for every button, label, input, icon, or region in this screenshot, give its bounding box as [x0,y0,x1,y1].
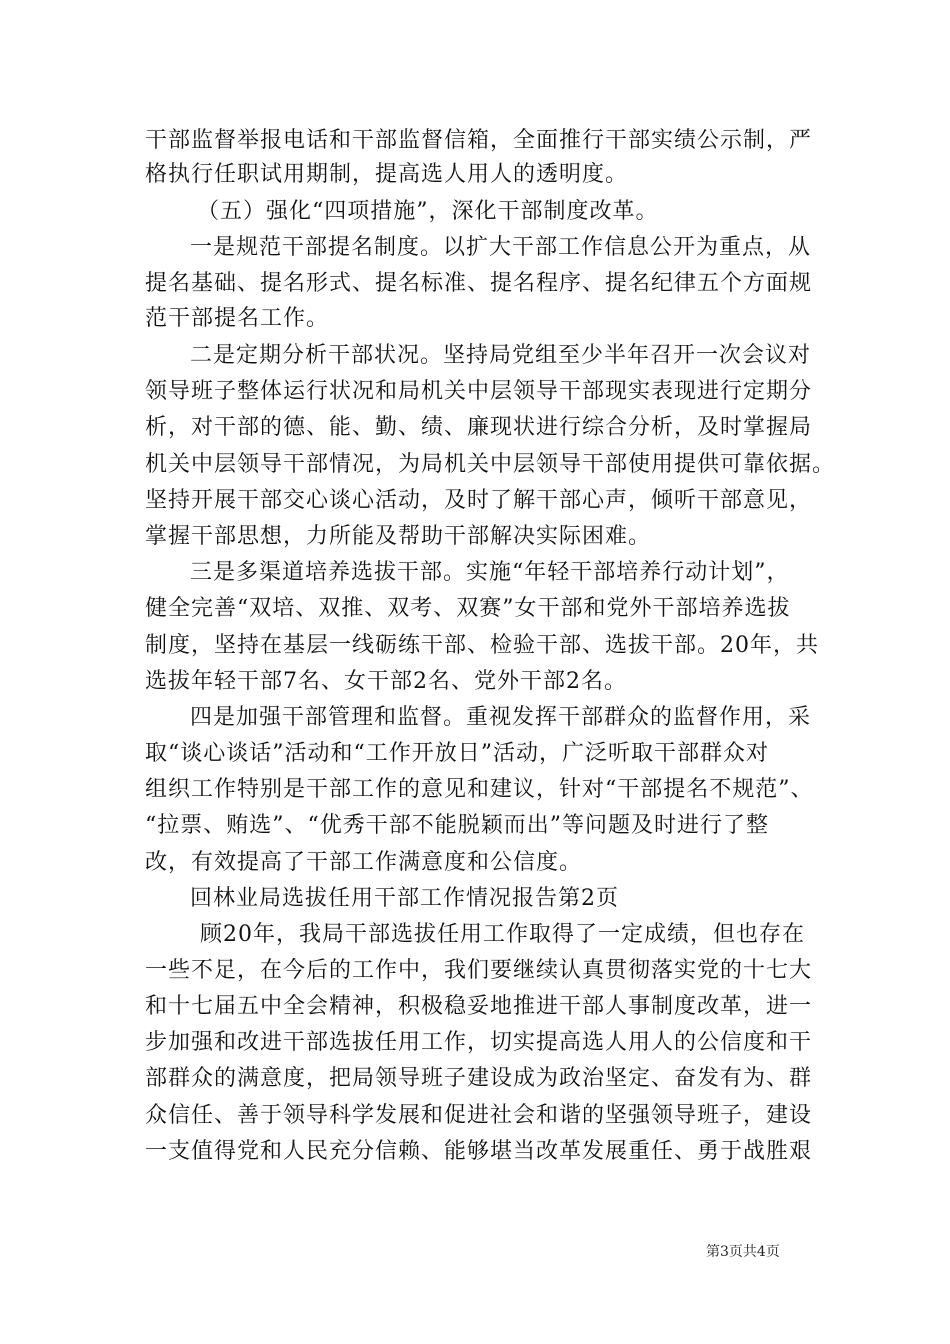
text-line: 和十七届五中全会精神，积极稳妥地推进干部人事制度改革，进一 [145,994,813,1019]
text-line: 改，有效提高了干部工作满意度和公信度。 [145,850,583,875]
text-line: 格执行任职试用期制，提高选人用人的透明度。 [145,162,629,187]
text-line: 领导班子整体运行状况和局机关中层领导干部现实表现进行定期分 [145,379,813,404]
text-line: 回林业局选拔任用干部工作情况报告第2页 [190,886,619,911]
text-line: 选拔年轻干部7名、女干部2名、党外干部2名。 [145,669,627,694]
text-line: 三是多渠道培养选拔干部。实施“年轻干部培养行动计划”， [190,560,790,585]
text-line: 众信任、善于领导科学发展和促进社会和谐的坚强领导班子，建设 [145,1103,813,1128]
text-line: 二是定期分析干部状况。坚持局党组至少半年召开一次会议对 [190,343,812,368]
text-line: 析，对干部的德、能、勤、绩、廉现状进行综合分析，及时掌握局 [145,415,813,440]
text-line: 坚持开展干部交心谈心活动，及时了解干部心声，倾听干部意见， [145,488,813,513]
text-line: 一支值得党和人民充分信赖、能够堪当改革发展重任、勇于战胜艰 [145,1139,813,1164]
text-line: 机关中层领导干部情况，为局机关中层领导干部使用提供可靠依据。 [145,452,836,477]
text-line: 步加强和改进干部选拔任用工作，切实提高选人用人的公信度和干 [145,1030,813,1055]
text-line: （五）强化“四项措施”，深化干部制度改革。 [197,199,659,224]
text-line: 掌握干部思想，力所能及帮助干部解决实际困难。 [145,524,652,549]
text-line: 提名基础、提名形式、提名标准、提名程序、提名纪律五个方面规 [145,271,813,296]
text-line: 范干部提名工作。 [145,306,330,331]
page-number: 第3页共4页 [706,1244,780,1260]
text-line: 一是规范干部提名制度。以扩大干部工作信息公开为重点，从 [190,235,812,260]
text-line: 组织工作特别是干部工作的意见和建议，针对“干部提名不规范”、 [145,777,814,802]
text-line: 一些不足，在今后的工作中，我们要继续认真贯彻落实党的十七大 [145,958,813,983]
text-line: 四是加强干部管理和监督。重视发挥干部群众的监督作用，采 [190,705,812,730]
text-line: 取“谈心谈话”活动和“工作开放日”活动，广泛听取干部群众对 [145,741,769,766]
text-line: 干部监督举报电话和干部监督信箱，全面推行干部实绩公示制，严 [145,128,813,153]
text-line: “拉票、贿选”、“优秀干部不能脱颖而出”等问题及时进行了整 [145,813,769,838]
text-line: 制度，坚持在基层一线砺练干部、检验干部、选拔干部。20年，共 [145,633,819,658]
text-line: 部群众的满意度，把局领导班子建设成为政治坚定、奋发有为、群 [145,1066,813,1091]
text-line: 顾20年，我局干部选拔任用工作取得了一定成绩，但也存在 [200,922,805,947]
text-line: 健全完善“双培、双推、双考、双赛”女干部和党外干部培养选拔 [145,596,791,621]
